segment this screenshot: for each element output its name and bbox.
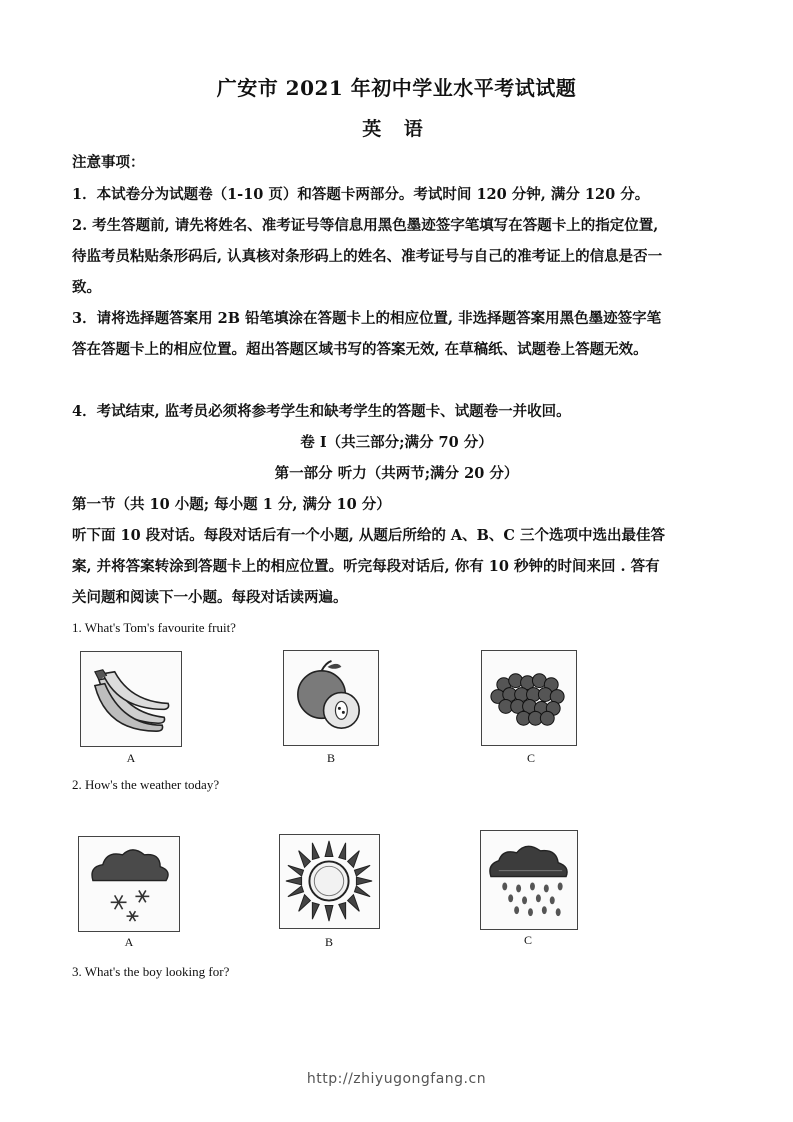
footer-url[interactable]: http://zhiyugongfang.cn xyxy=(306,1071,487,1087)
option-1c-letter: C xyxy=(526,751,535,765)
instructions-line-2: 案, 并将答案转涂到答题卡上的相应位置。听完每段对话后, 你有 10 秒钟的时间来回 . 答有 xyxy=(72,558,660,575)
apple-icon xyxy=(284,651,377,744)
banana-icon xyxy=(81,652,180,745)
note-item-4: 4．考试结束, 监考员必须将参考学生和缺考学生的答题卡、试题卷一并收回。 xyxy=(72,403,571,420)
exam-title: 广安市 2021 年初中学业水平考试试题 xyxy=(216,76,577,100)
note-item-3-line-2: 答在答题卡上的相应位置。超出答题区域书写的答案无效, 在草稿纸、试题卷上答题无效。 xyxy=(72,341,648,358)
volume-heading: 卷 I（共三部分;满分 70 分） xyxy=(300,434,493,451)
note-item-2-line-2: 待监考员粘贴条形码后, 认真核对条形码上的姓名、准考证号与自己的准考证上的信息是否一 xyxy=(72,248,663,265)
note-item-1: 1．本试卷分为试题卷（1-10 页）和答题卡两部分。考试时间 120 分钟, 满分 120 分。 xyxy=(72,186,650,203)
notes-heading: 注意事项： xyxy=(72,154,145,171)
question-3: 3. What's the boy looking for? xyxy=(72,964,230,979)
instructions-line-1: 听下面 10 段对话。每段对话后有一个小题, 从题后所给的 A、B、C 三个选项中选出最佳答 xyxy=(72,527,666,544)
option-1b-letter: B xyxy=(326,751,335,765)
section-heading: 第一节（共 10 小题; 每小题 1 分, 满分 10 分） xyxy=(72,496,391,513)
option-1a-letter: A xyxy=(126,751,136,765)
instructions-line-3: 关问题和阅读下一小题。每段对话读两遍。 xyxy=(72,589,348,606)
option-2c-letter: C xyxy=(523,933,532,947)
note-item-2-line-3: 致。 xyxy=(72,279,101,296)
option-2b-letter: B xyxy=(324,935,333,949)
subject-title: 英 语 xyxy=(362,118,431,140)
note-item-3-line-1: 3．请将选择题答案用 2B 铅笔填涂在答题卡上的相应位置, 非选择题答案用黑色墨迹签字笔 xyxy=(72,310,662,327)
option-2c-picture xyxy=(480,830,578,930)
option-2b-picture xyxy=(279,834,380,929)
part-heading: 第一部分 听力（共两节;满分 20 分） xyxy=(274,465,519,482)
option-2a-picture xyxy=(78,836,180,932)
option-1a-picture xyxy=(80,651,182,747)
option-2a-letter: A xyxy=(124,935,134,949)
option-1b-picture xyxy=(283,650,379,746)
sun-icon xyxy=(280,835,378,927)
option-1c-picture xyxy=(481,650,577,746)
rain-icon xyxy=(481,831,576,928)
question-1: 1. What's Tom's favourite fruit? xyxy=(72,620,236,635)
note-item-2-line-1: 2. 考生答题前, 请先将姓名、准考证号等信息用黑色墨迹签字笔填写在答题卡上的指定位置, xyxy=(72,217,659,234)
question-2: 2. How's the weather today? xyxy=(72,777,220,792)
grapes-icon xyxy=(482,651,575,744)
snow-icon xyxy=(79,837,178,930)
